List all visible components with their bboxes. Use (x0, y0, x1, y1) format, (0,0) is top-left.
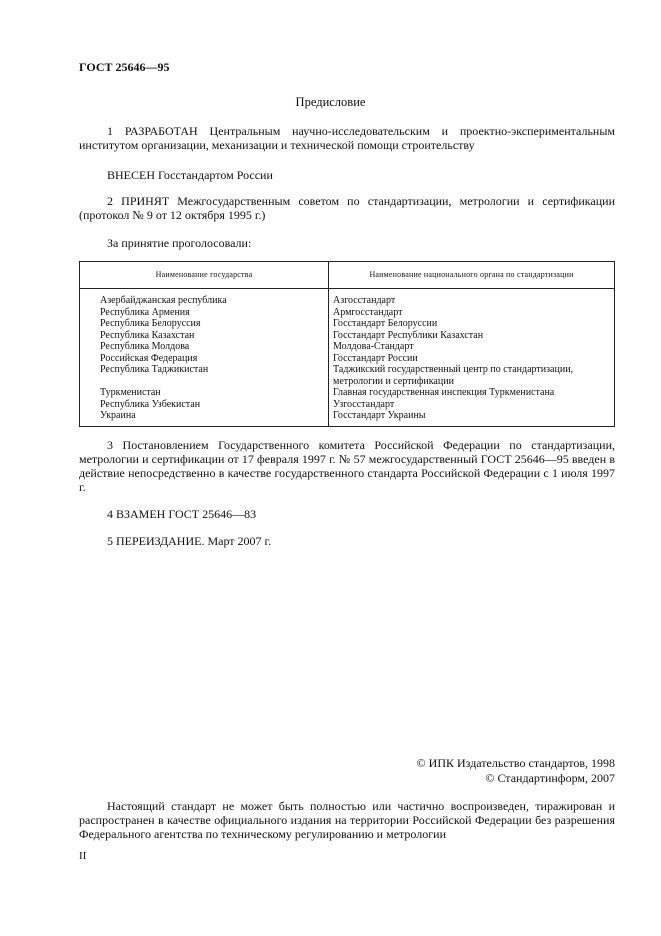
paragraph-adopted: 2 ПРИНЯТ Межгосударственным советом по стандартизации, метрологии и сертификации (протокол № 9 от 12 октября 1995 г.) (79, 194, 615, 222)
table-cell-state: Азербайджанская республика (100, 295, 227, 306)
paragraph-introduced: ВНЕСЕН Госстандартом России (107, 168, 273, 182)
table-cell-state: Туркменистан (100, 387, 161, 398)
reproduction-notice: Настоящий стандарт не может быть полностью или частично воспроизведен, тиражирован и распространен в качестве официального издания на территории Российской Федерации без разрешения Федерального агентства по техническому регулированию и метрологии (79, 799, 615, 841)
body-column (329, 289, 615, 427)
voting-table (79, 261, 615, 427)
table-cell-state: Украина (100, 410, 136, 421)
table-cell-body: Армгосстандарт (333, 306, 403, 318)
table-cell-state: Республика Молдова (100, 341, 190, 352)
paragraph-decree: 3 Постановлением Государственного комитета Российской Федерации по стандартизации, метрологии и сертификации от 17 февраля 1997 г. № 57 межгосударственный ГОСТ 25646—95 введен в действие непосредственно в качестве государственного стандарта Российской Федерации с 1 июля 1997 г. (79, 438, 615, 494)
table-cell-body: Главная государственная инспекция Туркменистана (333, 387, 555, 398)
table-cell-body: Таджикский государственный центр по стандартизации, метрологии и сертификации (333, 364, 574, 387)
state-list (80, 295, 328, 422)
table-cell-state: Российская Федерация (100, 352, 198, 364)
standard-code: ГОСТ 25646—95 (79, 60, 170, 74)
paragraph-developed: 1 РАЗРАБОТАН Центральным научно-исследовательским и проектно-экспериментальным институтом организации, механизации и технической помощи строительству (79, 124, 615, 152)
copyright-line-standartinform: © Стандартинформ, 2007 (485, 771, 615, 785)
table-cell-body: Азгосстандарт (333, 295, 396, 306)
copyright-line-publisher: © ИПК Издательство стандартов, 1998 (416, 756, 615, 770)
paragraph-voted: За принятие проголосовали: (107, 236, 252, 250)
table-cell-body: Молдова-Стандарт (333, 341, 414, 352)
table-cell-body: Узгосстандарт (333, 398, 395, 410)
table-cell-state: Республика Таджикистан (100, 364, 209, 375)
state-column (80, 289, 329, 427)
table-cell-state: Республика Армения (100, 306, 190, 318)
table-cell-state: Республика Казахстан (100, 329, 195, 341)
table-cell-body: Госстандарт Белоруссии (333, 318, 438, 329)
standards-body-list (329, 295, 614, 422)
column-header-body: Наименование национального органа по стандартизации (329, 262, 615, 289)
table-cell-body: Госстандарт Украины (333, 410, 426, 421)
preface-heading: Предисловие (295, 95, 366, 109)
column-header-state: Наименование государства (80, 262, 329, 289)
page-number: II (79, 850, 87, 862)
table-cell-state: Республика Узбекистан (100, 398, 201, 410)
paragraph-replaced: 4 ВЗАМЕН ГОСТ 25646—83 (107, 507, 257, 521)
table-cell-body: Госстандарт России (333, 352, 418, 364)
copyright-block (417, 756, 615, 786)
table-cell-body: Госстандарт Республики Казахстан (333, 329, 484, 341)
table-cell-state: Республика Белоруссия (100, 318, 201, 329)
paragraph-reissue: 5 ПЕРЕИЗДАНИЕ. Март 2007 г. (107, 534, 272, 548)
